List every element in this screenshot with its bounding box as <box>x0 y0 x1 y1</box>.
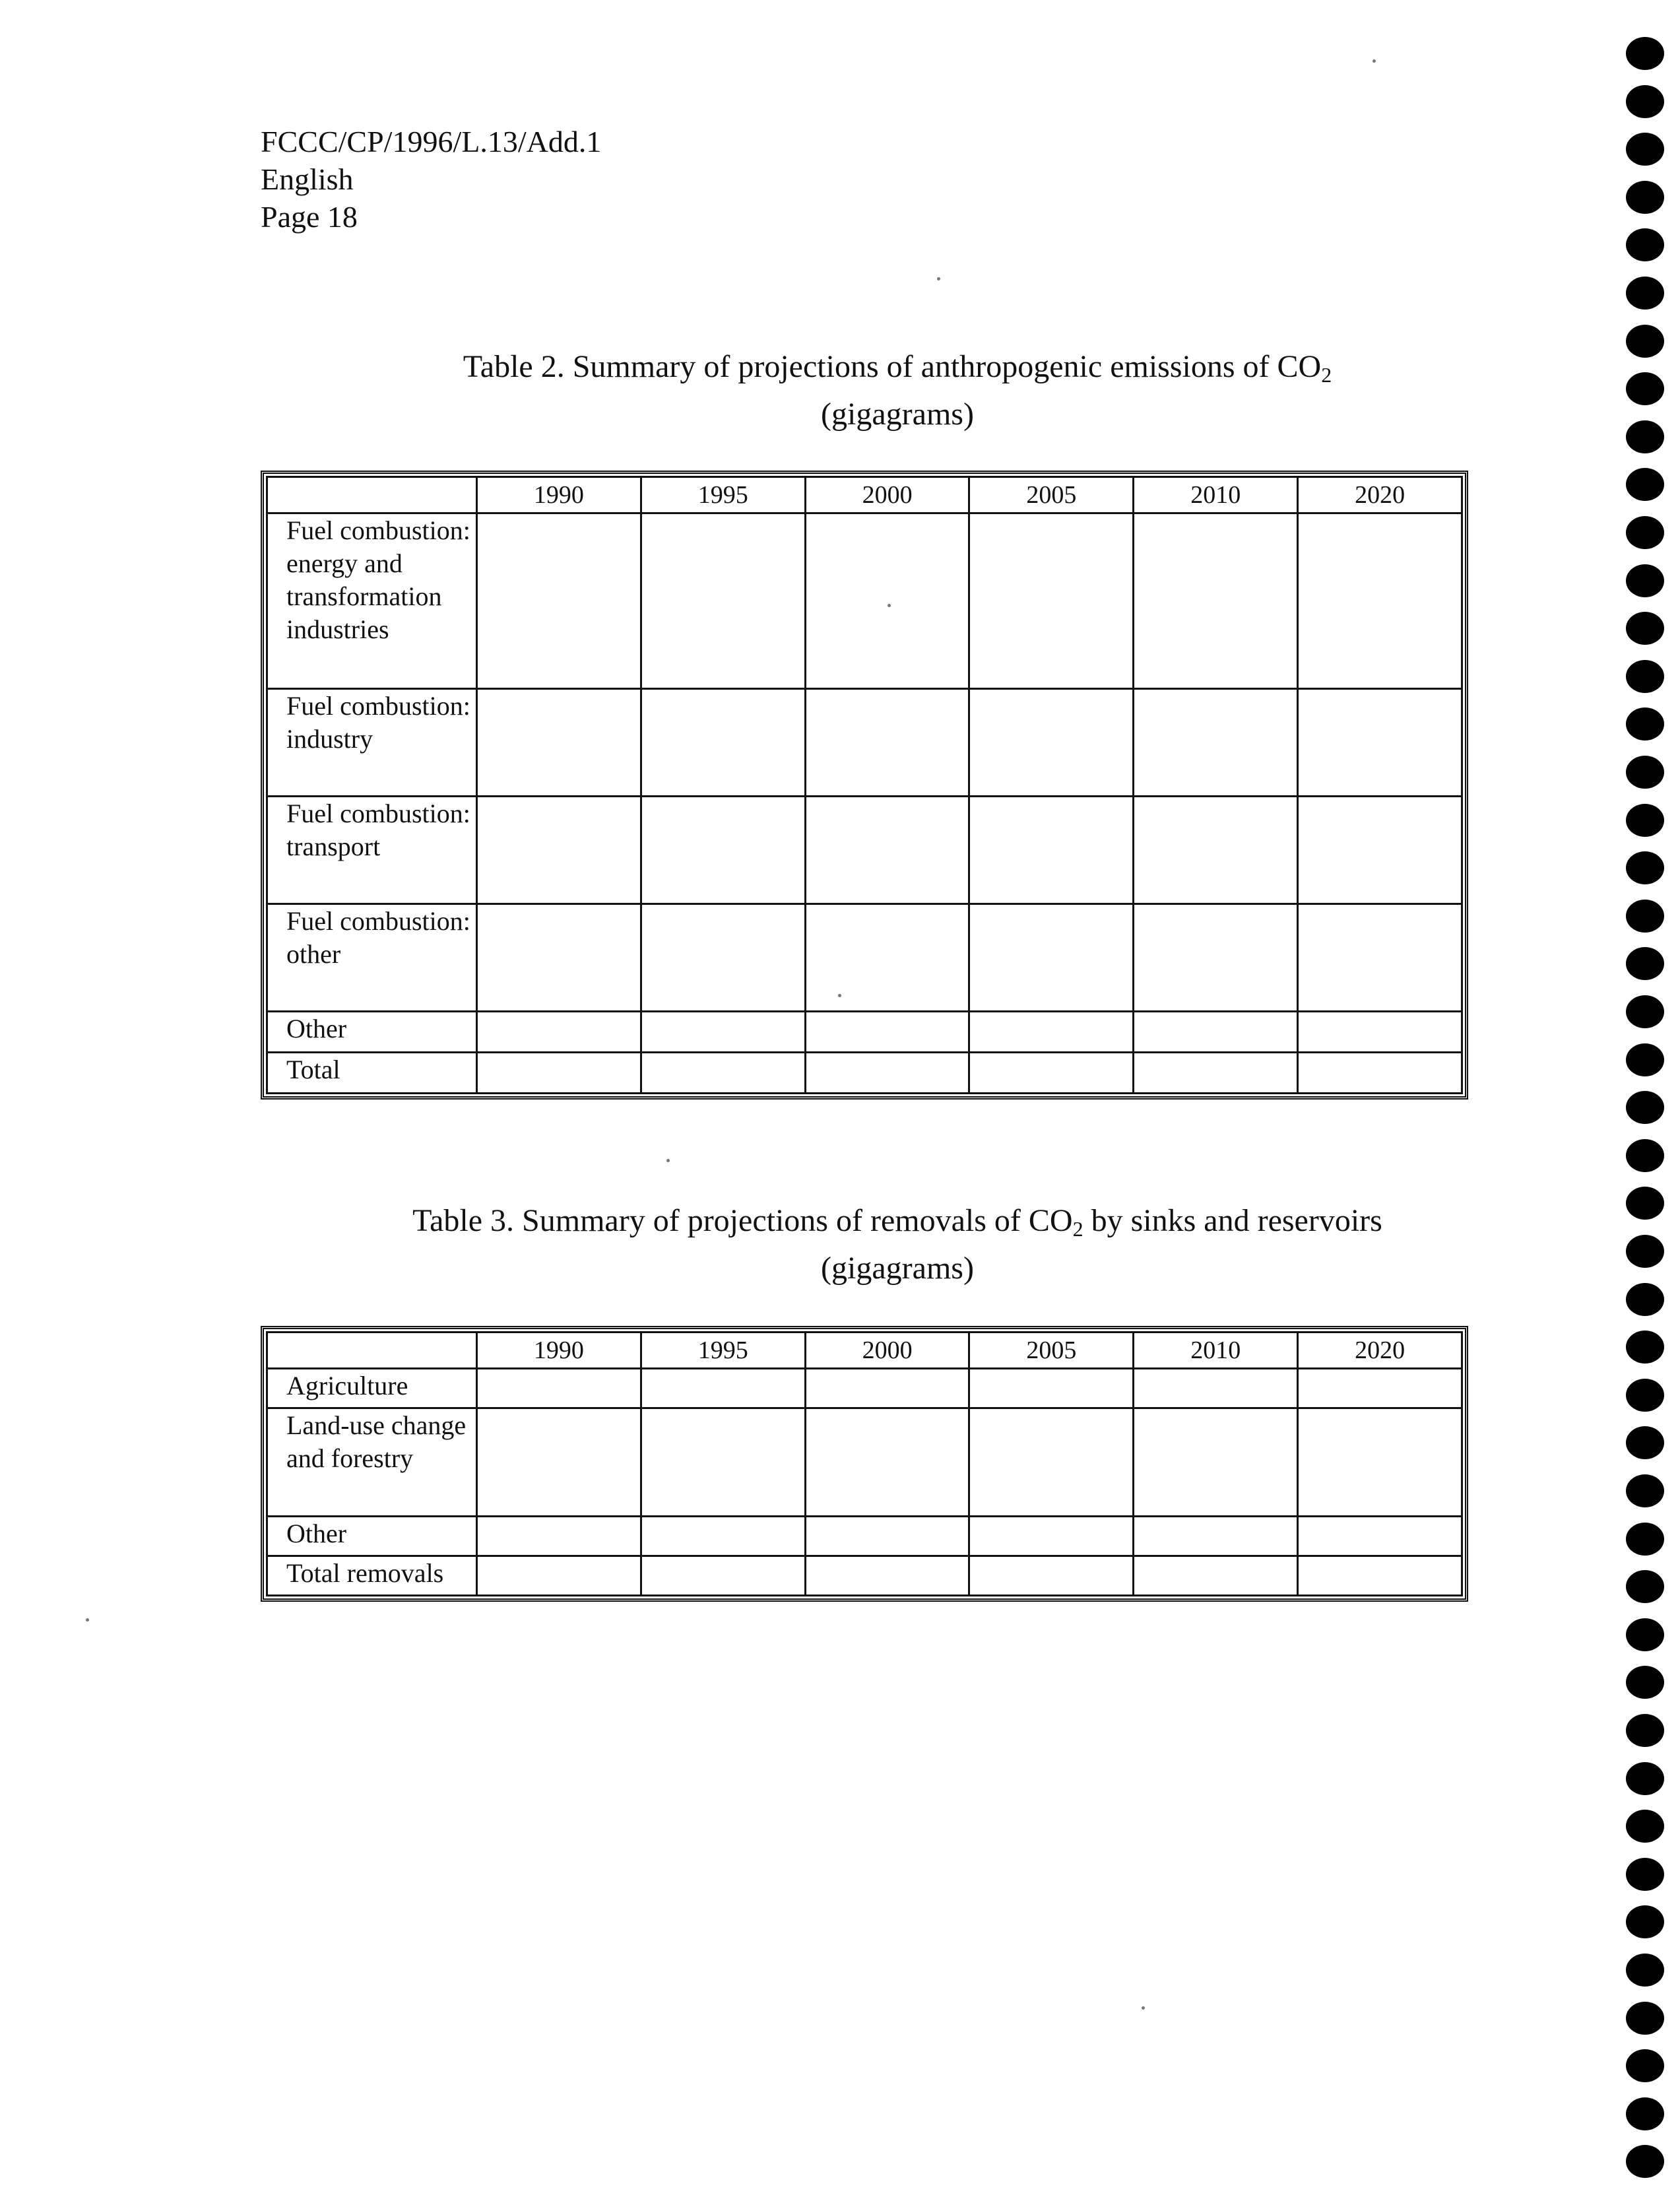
table-cell <box>969 1556 1134 1596</box>
table-cell <box>477 1408 641 1517</box>
binding-hole-icon <box>1626 995 1664 1028</box>
table-cell <box>641 1012 805 1053</box>
binding-hole-icon <box>1626 1666 1664 1699</box>
binding-hole-icon <box>1626 1810 1664 1843</box>
table-row <box>267 1517 1462 1556</box>
table-cell <box>641 904 805 1012</box>
table2-caption <box>261 347 1534 434</box>
binding-hole-icon <box>1626 1714 1664 1747</box>
table-row <box>267 1369 1462 1408</box>
table-cell <box>641 689 805 797</box>
table-row <box>267 1408 1462 1517</box>
binding-hole-icon <box>1626 420 1664 453</box>
table-cell <box>805 513 969 689</box>
table-cell <box>969 1517 1134 1556</box>
table-cell <box>1298 904 1462 1012</box>
table-cell <box>805 1408 969 1517</box>
binding-hole-icon <box>1626 228 1664 261</box>
table-cell <box>805 797 969 904</box>
table3-caption-unit: (gigagrams) <box>821 1251 974 1286</box>
table-cell <box>641 1369 805 1408</box>
table-cell <box>969 689 1134 797</box>
table-row <box>267 1556 1462 1596</box>
scan-speck <box>937 277 940 280</box>
table-cell <box>1298 797 1462 904</box>
table3-caption <box>261 1201 1534 1288</box>
table-cell <box>969 797 1134 904</box>
table-cell <box>1298 513 1462 689</box>
binding-hole-icon <box>1626 2002 1664 2035</box>
table-row <box>267 904 1462 1012</box>
scan-speck <box>666 1159 670 1162</box>
binding-hole-icon <box>1626 181 1664 214</box>
table-cell <box>477 689 641 797</box>
table-cell <box>477 904 641 1012</box>
table3-header-row <box>267 1332 1462 1369</box>
binding-hole-icon <box>1626 1570 1664 1603</box>
table-cell <box>641 1517 805 1556</box>
binding-hole-icon <box>1626 851 1664 884</box>
table2-year-header: 2005 <box>969 477 1134 513</box>
table-cell <box>805 1012 969 1053</box>
table-cell <box>1298 1408 1462 1517</box>
table-cell <box>969 1053 1134 1094</box>
table-row <box>267 797 1462 904</box>
binding-hole-icon <box>1626 468 1664 501</box>
table-cell <box>969 1408 1134 1517</box>
table-row <box>267 689 1462 797</box>
binding-hole-icon <box>1626 133 1664 166</box>
table-cell <box>1134 1369 1298 1408</box>
table3-row-label: Land-use change and forestry <box>267 1408 477 1517</box>
table-cell <box>1298 1517 1462 1556</box>
binding-hole-icon <box>1626 325 1664 358</box>
document-symbol: FCCC/CP/1996/L.13/Add.1 <box>261 125 602 158</box>
table-cell <box>969 1012 1134 1053</box>
binding-hole-icon <box>1626 900 1664 933</box>
table2-row-label: Fuel combustion: transport <box>267 797 477 904</box>
scan-speck <box>888 604 891 607</box>
table-cell <box>1298 1556 1462 1596</box>
table-row <box>267 1053 1462 1094</box>
table-cell <box>805 904 969 1012</box>
page-number: Page 18 <box>261 200 358 234</box>
binding-hole-icon <box>1626 2049 1664 2082</box>
table3-caption-title: Table 3. Summary of projections of removals of CO <box>412 1203 1073 1238</box>
binding-hole-icon <box>1626 1331 1664 1364</box>
binding-hole-icon <box>1626 2097 1664 2130</box>
table2-row-label: Fuel combustion: other <box>267 904 477 1012</box>
table-row <box>267 513 1462 689</box>
table-cell <box>1298 689 1462 797</box>
table-cell <box>641 1556 805 1596</box>
binding-hole-icon <box>1626 1091 1664 1124</box>
binding-hole-icon <box>1626 516 1664 549</box>
table-cell <box>1134 513 1298 689</box>
table3-caption-subscript: 2 <box>1072 1217 1083 1241</box>
binding-hole-icon <box>1626 372 1664 405</box>
table3-caption-suffix: by sinks and reservoirs <box>1083 1203 1382 1238</box>
table-cell <box>805 1053 969 1094</box>
table3-row-label: Agriculture <box>267 1369 477 1408</box>
table-cell <box>1134 904 1298 1012</box>
table-cell <box>1134 1517 1298 1556</box>
binding-hole-icon <box>1626 660 1664 693</box>
binding-hole-icon <box>1626 564 1664 597</box>
table-cell <box>477 1556 641 1596</box>
table2-row-label: Other <box>267 1012 477 1053</box>
binding-hole-icon <box>1626 1187 1664 1220</box>
table-cell <box>641 797 805 904</box>
table2-row-label: Fuel combustion: energy and transformation industries <box>267 513 477 689</box>
table2-corner-cell <box>267 477 477 513</box>
binding-hole-icon <box>1626 612 1664 645</box>
table-cell <box>969 904 1134 1012</box>
table2-caption-unit: (gigagrams) <box>821 397 974 432</box>
table3-year-header: 2005 <box>969 1332 1134 1369</box>
table2-header-row <box>267 477 1462 513</box>
table-cell <box>969 1369 1134 1408</box>
table3-row-label: Other <box>267 1517 477 1556</box>
table-cell <box>805 1556 969 1596</box>
binding-hole-icon <box>1626 804 1664 837</box>
table-cell <box>477 1053 641 1094</box>
table3-corner-cell <box>267 1332 477 1369</box>
table-cell <box>1134 797 1298 904</box>
binding-hole-icon <box>1626 1474 1664 1507</box>
table3-year-header: 2010 <box>1134 1332 1298 1369</box>
table3-year-header: 2000 <box>805 1332 969 1369</box>
table-cell <box>477 513 641 689</box>
table-row <box>267 1012 1462 1053</box>
table3-year-header: 2020 <box>1298 1332 1462 1369</box>
binding-hole-icon <box>1626 1426 1664 1459</box>
binding-hole-icon <box>1626 1762 1664 1795</box>
table-cell <box>477 1517 641 1556</box>
table2-year-header: 2020 <box>1298 477 1462 513</box>
binding-hole-icon <box>1626 1043 1664 1076</box>
table-cell <box>1134 1408 1298 1517</box>
table2-row-label: Fuel combustion: industry <box>267 689 477 797</box>
table3-year-header: 1995 <box>641 1332 805 1369</box>
table-cell <box>641 1053 805 1094</box>
table-cell <box>1134 689 1298 797</box>
table3-year-header: 1990 <box>477 1332 641 1369</box>
binding-hole-icon <box>1626 2145 1664 2178</box>
table-cell <box>1134 1556 1298 1596</box>
binding-hole-icon <box>1626 277 1664 310</box>
table-cell <box>1298 1369 1462 1408</box>
table2 <box>261 471 1468 1100</box>
table-cell <box>1298 1012 1462 1053</box>
binding-hole-icon <box>1626 1139 1664 1172</box>
table-cell <box>1134 1012 1298 1053</box>
table-cell <box>641 1408 805 1517</box>
table-cell <box>477 1369 641 1408</box>
table-cell <box>805 1369 969 1408</box>
document-language: English <box>261 162 354 196</box>
table-cell <box>1298 1053 1462 1094</box>
table2-year-header: 1995 <box>641 477 805 513</box>
binding-hole-icon <box>1626 37 1664 70</box>
table2-year-header: 1990 <box>477 477 641 513</box>
binding-hole-icon <box>1626 1905 1664 1938</box>
table2-caption-title: Table 2. Summary of projections of anthropogenic emissions of CO <box>463 349 1322 384</box>
binding-hole-icon <box>1626 1858 1664 1891</box>
binding-hole-icon <box>1626 1379 1664 1412</box>
table-cell <box>641 513 805 689</box>
table3-row-label: Total removals <box>267 1556 477 1596</box>
binding-holes <box>1626 37 1668 2203</box>
binding-hole-icon <box>1626 707 1664 740</box>
binding-hole-icon <box>1626 85 1664 118</box>
binding-hole-icon <box>1626 1618 1664 1651</box>
binding-hole-icon <box>1626 1523 1664 1556</box>
binding-hole-icon <box>1626 1283 1664 1316</box>
table-cell <box>1134 1053 1298 1094</box>
scan-speck <box>1142 2006 1145 2010</box>
table-cell <box>805 689 969 797</box>
binding-hole-icon <box>1626 947 1664 980</box>
table-cell <box>477 1012 641 1053</box>
scan-speck <box>86 1618 89 1622</box>
table-cell <box>805 1517 969 1556</box>
table-cell <box>477 797 641 904</box>
binding-hole-icon <box>1626 1235 1664 1268</box>
table-cell <box>969 513 1134 689</box>
scan-speck <box>1373 59 1376 63</box>
table3 <box>261 1326 1468 1602</box>
table2-year-header: 2000 <box>805 477 969 513</box>
scan-speck <box>838 994 841 997</box>
table2-caption-subscript: 2 <box>1321 363 1332 387</box>
binding-hole-icon <box>1626 756 1664 789</box>
document-header <box>261 123 601 236</box>
table2-year-header: 2010 <box>1134 477 1298 513</box>
binding-hole-icon <box>1626 1954 1664 1987</box>
table2-row-label: Total <box>267 1053 477 1094</box>
